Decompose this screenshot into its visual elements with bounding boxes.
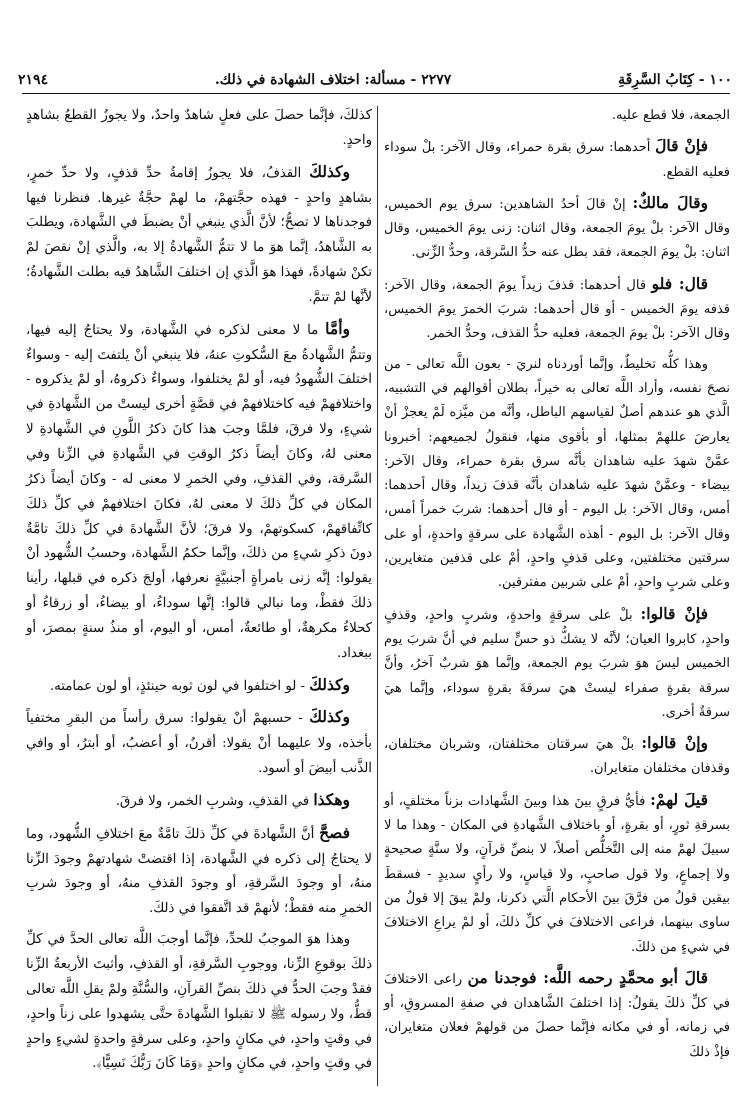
- paragraph: [384, 134, 730, 185]
- paragraph-lead: وكذلكَ: [309, 674, 350, 694]
- paragraph-text: قال أحدهما: قذفَ زيداً يومَ الجمعة، وقال الآخر: قذفه يومَ الخميس - أو قال أحدهما: شربَ الخمرَ يومَ الخميس، وقال الآخر: بلْ يومَ الجمعة، فعليه حدُّ القذف، وحدُّ الخمر.: [384, 277, 730, 342]
- paragraph-text: وهذا كلُّه تخليطٌ، وإنَّما أوردناه لنريَ - بعون اللَّه تعالى - من نصحَ نفسه، وأراد اللَّه تعالى به خيراً، بطلان أقوالهم في التشبيه، الَّذي هو عندهم أصلٌ لقياسهم الباطل، وأنَّه من ميَّزه لَمْ يعجزْ أنْ يعارضَ عللهمْ بمثلها، أو بأقوى منها، فنقولُ لجميعهم: أخبرونا عمَّنْ شهدَ عليه شاهدان بأنَّه سرق بقرة حمراء، وقال الآخر: بيضاء - وعمَّنْ شهدَ عليه شاهدان بأنَّه قذفَ زيداً، وقال أحدهما: أمس، وقال الآخر: بل اليوم - أو قال أحدهما: شربَ خمراً أمس، وقال الآخر: بل اليوم - أهذه الشَّهادة على سرقةٍ واحدةٍ، أو على سرقتين مختلفتين، وعلى قذفٍ واحدٍ، أمْ على قذفين متغايرين، وعلى شربٍ واحدٍ، أمْ على شربين مفترقين.: [384, 356, 730, 591]
- page-number: ٢١٩٤: [18, 72, 49, 88]
- paragraph-text: أحدهما: سرق بقرة حمراء، وقال الآخر: بلْ سوداء فعليه القطع.: [384, 140, 730, 180]
- paragraph-text: في القذفِ، وشربِ الخمر، ولا فرقَ.: [115, 793, 314, 809]
- paragraph: [384, 104, 730, 128]
- header-divider: [22, 93, 730, 94]
- paragraph: [384, 966, 730, 1065]
- paragraph-text: أنَّ الشَّهادةَ في كلِّ ذلكَ تامَّةٌ معَ اختلافِ الشُّهود، وما لا يحتاجُ إلى ذكره في الشَّهادة، إذا اقتضتْ شهادتهمْ وجودَ الزِّنا منهُ، أو وجودَ السَّرقةِ، أو وجودَ القذفِ منهُ، أو وجودَ شربِ الخمرِ منه فقطْ؛ لأنهمْ قد اتَّفقوا في ذلكَ.: [26, 826, 372, 917]
- page-header: [18, 62, 732, 88]
- paragraph-text: راعى الاختلافَ في كلِّ ذلكَ يقولُ: إذا اختلفَ الشَّاهدان في صفةِ المسروقِ، أو في زمانه، أو في مكانه فإنَّما حصلَ من قولهمْ فعلان متغايران، فإذْ ذلكَ: [384, 971, 730, 1060]
- paragraph-text: بلْ هيَ سرقتان مختلفتان، وشربان مختلفان، وقذفان مختلفان متغايران.: [384, 737, 730, 777]
- paragraph-text: ما لا معنى لذكره في الشَّهادة، ولا يحتاجُ إليه فيها، وتتمُّ الشَّهادةُ معَ السُّكوتِ عنهُ، فلا ينبغي أنْ يلتفتَ إليه - وسواءٌ اختلفَ الشُّهودُ فيه، أو لمْ يختلفوا، وسواءٌ ذكروهُ، أو لمْ يذكروه - واختلافهمْ فيه كاختلافهمْ في قصَّةٍ أخرى ليستْ من الشَّهادةِ في شيءٍ، ولا فرقَ، فلمَّا وجبَ هذا كانَ ذكرُ اللَّونِ في الشَّهادةِ لا معنى لهُ، وكانَ أيضاً ذكرُ الوقتِ في الشَّهادةِ في الزِّنا وفي السَّرقة، وفي القذفِ، وفي الخمرِ لا معنى له - وكانَ أيضاً ذكرُ المكان في كلِّ ذلكَ لا معنى لهُ، فكانَ اختلافهمْ في كلِّ ذلكَ كاتِّفاقهمْ، كسكوتهمْ، ولا فرقَ؛ لأنَّ الشَّهادةَ في كلِّ ذلكَ تامَّةٌ دونَ ذكرِ شيءٍ من ذلكَ، وإنَّما حكمُ الشَّهادة، وحسبُ الشُّهود أنْ يقولوا: إنَّه زنى بامرأةٍ أجنبيَّةٍ نعرفها، أولجَ ذكره في قبلها، رأينا ذلكَ فقطْ، وما نبالي قالوا: إنَّها سوداءُ، أو بيضاءُ، أو زرقاءُ أو كحلاءُ مكرهةٌ، أو طائعةٌ، أمس، أو اليوم، أو منذُ سنةٍ بمصرَ، أو ببغداد.: [26, 322, 372, 661]
- paragraph-lead: وكذلكَ: [309, 707, 350, 727]
- paragraph-text: بلْ على سرقةٍ واحدةٍ، وشربٍ واحدٍ، وقذفٍ واحدٍ، كابروا العيان؛ لأنَّه لا يشكُّ ذو حسٍّ سليم في أنَّ شربَ يوم الخميس ليسَ هوَ شربَ يوم الجمعة، وإنَّما هوَ شربٌ آخرُ، وأنَّ سرقة بقرةٍ صفراء ليستْ هيَ سرقةَ بقرةٍ سوداء، وإنَّما هيَ سرقةٌ أخرى.: [384, 607, 730, 720]
- paragraph: [384, 602, 730, 725]
- paragraph-lead: فإنْ قالَ: [655, 136, 708, 156]
- paragraph-text: القذفُ، فلا يجوزُ إقامةُ حدِّ قذفٍ، ولا حدِّ خمرٍ، بشاهدٍ واحدٍ - فهذه حجَّتهمْ، ما لهمْ حجَّةٌ غيرها. فنظرنا فيها فوجدناها لا تصحُّ؛ لأنَّ الَّذي ينبغي أنْ يضبطَ في الشَّهادة، ويطلبَ به الشَّاهدُ، إنَّما هوَ ما لا تتمُّ الشَّهادةُ إلا به، والَّذي إنْ نقصَ لمْ تكنْ شهادةً، فهذا هوَ الَّذي إن اختلفَ الشَّاهدُ فيه بطلت الشَّهادةُ؛ لأنَّها لمْ تتمَّ.: [26, 165, 372, 305]
- paragraph-text: وهذا هوَ الموجبُ للحدِّ، فإنَّما أوجبَ اللَّه تعالى الحدَّ في كلِّ ذلكَ بوقوعِ الزِّنا، ووجوبِ السَّرقةِ، أو القذفِ، وأثبتَ الأربعةُ الزِّنا فقدْ وجبَ الحدُّ في ذلكَ بنصِّ القرآنِ، والسُّنَّةِ ولمْ يقلِ اللَّه تعالى قطُّ، ولا رسوله ﷺ لا تقبلوا الشَّهادةَ حتَّى يشهدوا على زناً واحدٍ، في وقتٍ واحدٍ، في مكانٍ واحدٍ، وعلى سرقةٍ واحدةٍ لشيءٍ واحدٍ في وقتٍ واحدٍ، في مكانٍ واحدٍ ﴿وَمَا كَانَ رَبُّكَ نَسِيًّا﴾.: [26, 932, 372, 1072]
- paragraph-lead: فإنْ قالوا:: [640, 603, 708, 623]
- paragraph-lead: وقالَ مالكٌ:: [632, 192, 708, 212]
- paragraph-text: الجمعة، فلا قطع عليه.: [611, 108, 730, 123]
- paragraph: [384, 191, 730, 266]
- paragraph: [26, 104, 372, 154]
- paragraph: [26, 821, 372, 922]
- paragraph-lead: قال: فلو: [651, 273, 709, 293]
- paragraph: [26, 928, 372, 1077]
- paragraph-lead: قالَ أبو محمَّدٍ رحمه اللَّه: فوجدنا من: [467, 967, 709, 987]
- section-title: ٢٢٧٧ - مسألة: اختلاف الشهادة في ذلك.: [214, 72, 452, 88]
- paragraph: [384, 272, 730, 347]
- paragraph-text: - لو اختلفوا في لون ثوبه حينئذٍ، أو لون عمامته.: [49, 678, 310, 694]
- right-column: [384, 104, 730, 1071]
- paragraph: [384, 788, 730, 960]
- paragraph-lead: وكذلكَ: [309, 161, 350, 181]
- paragraph: [26, 317, 372, 667]
- paragraph: [26, 673, 372, 700]
- chapter-title: ١٠٠ - كِتَابُ السَّرِقَةِ: [618, 72, 732, 88]
- paragraph: [26, 788, 372, 815]
- paragraph: [384, 731, 730, 782]
- column-divider: [377, 106, 378, 1086]
- paragraph: [26, 705, 372, 782]
- paragraph-lead: فصحَّ: [319, 822, 350, 842]
- paragraph-text: إنْ قالَ أحدُ الشاهدين: سرق يوم الخميس، وقال الآخر: بلْ يومَ الجمعة، وقال اثنان: زنى يومَ الخميس، وقال اثنان: بلْ يومَ الجمعة، فقد بطل عنه حدُّ السَّرقة، وحدُّ الزِّنى.: [384, 196, 730, 261]
- paragraph-lead: وإنْ قالوا:: [641, 733, 708, 753]
- paragraph-lead: وهكذا: [313, 789, 350, 809]
- paragraph-text: - حسبهمْ أنْ يقولوا: سرق رأساً من البقرِ مختفياً بأخذه، ولا عليهما أنْ يقولا: أقرنُ، أو أعضبُ، أو أبترُ، أو وافي الذَّنب أبيضَ أو أسود.: [26, 711, 372, 777]
- left-column: [26, 104, 372, 1083]
- paragraph-text: فأيُّ فرقٍ بينَ هذا وبينَ الشَّهادات بزناً مختلفٍ، أو بسرقةِ ثورٍ، أو بقرةٍ، أو باختلاف الشَّهادةِ في المكان - وهذا ما لا سبيلَ لهمْ منه إلى التَّخلُّص أصلاً، لا بنصِّ قرآنٍ، ولا سنَّةٍ صحيحةٍ ولا إجماعٍ، ولا قول صاحبٍ، ولا قياسٍ، ولا رأيٍ سديدٍ - فسقطَ بيقين قولُ من فرَّقَ بينَ الأحكام الَّتي ذكرنا، ولمْ يبقَ إلا قولُ من ساوى بينهما، فراعى الاختلافَ في كلِّ ذلكَ، أو لمْ يراعِ الاختلافَ في شيءٍ من ذلكَ.: [384, 793, 730, 955]
- paragraph-text: كذلكَ، فإنَّما حصلَ على فعلٍ شاهدٌ واحدٌ، ولا يجوزُ القطعُ بشاهدٍ واحدٍ.: [26, 108, 372, 148]
- paragraph-lead: قيلَ لهمْ:: [650, 789, 708, 809]
- paragraph: [26, 160, 372, 311]
- paragraph: [384, 353, 730, 596]
- paragraph-lead: وأمَّا: [325, 318, 350, 338]
